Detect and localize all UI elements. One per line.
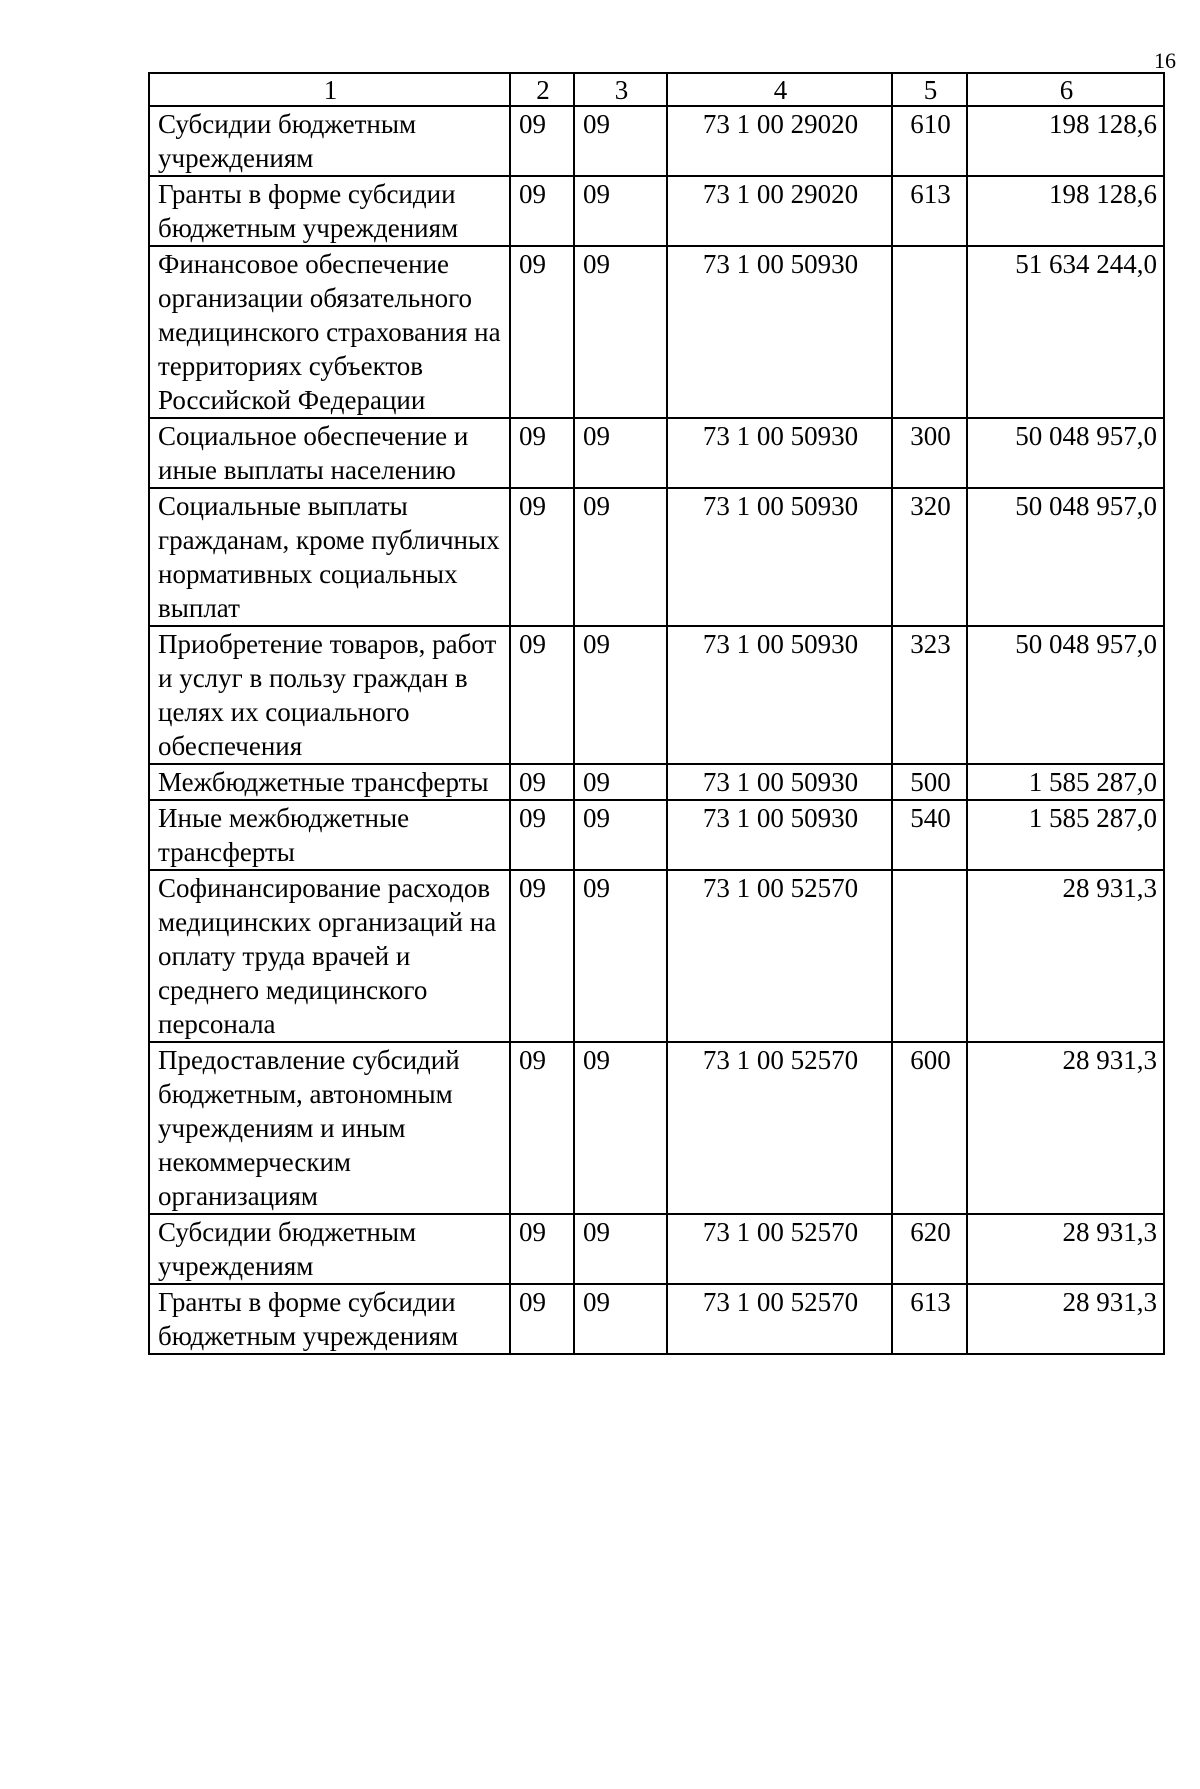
amount-cell: 51 634 244,0	[967, 246, 1164, 418]
row-name-cell: Софинансирование расходов медицинских организаций на оплату труда врачей и среднего медицинского персонала	[149, 870, 510, 1042]
table-row	[149, 626, 1164, 764]
section-code-cell: 09	[510, 1214, 574, 1284]
amount-cell: 28 931,3	[967, 870, 1164, 1042]
section-code-cell: 09	[510, 176, 574, 246]
target-article-cell: 73 1 00 50930	[667, 246, 892, 418]
target-article-cell: 73 1 00 52570	[667, 1042, 892, 1214]
table-row	[149, 1284, 1164, 1354]
target-article-cell: 73 1 00 52570	[667, 1214, 892, 1284]
section-code-cell: 09	[510, 106, 574, 176]
target-article-cell: 73 1 00 50930	[667, 418, 892, 488]
section-code-cell: 09	[510, 1042, 574, 1214]
column-header: 2	[510, 73, 574, 106]
expense-type-cell: 500	[892, 764, 967, 800]
expense-type-cell: 600	[892, 1042, 967, 1214]
amount-cell: 50 048 957,0	[967, 418, 1164, 488]
table-row	[149, 176, 1164, 246]
section-code-cell: 09	[510, 418, 574, 488]
budget-table	[148, 72, 1165, 1355]
amount-cell: 28 931,3	[967, 1042, 1164, 1214]
row-name-cell: Иные межбюджетные трансферты	[149, 800, 510, 870]
expense-type-cell: 620	[892, 1214, 967, 1284]
table-row	[149, 246, 1164, 418]
table-row	[149, 870, 1164, 1042]
subsection-code-cell: 09	[574, 1214, 667, 1284]
column-header: 4	[667, 73, 892, 106]
table-row	[149, 418, 1164, 488]
column-header: 5	[892, 73, 967, 106]
target-article-cell: 73 1 00 50930	[667, 800, 892, 870]
subsection-code-cell: 09	[574, 764, 667, 800]
column-header: 3	[574, 73, 667, 106]
expense-type-cell: 610	[892, 106, 967, 176]
subsection-code-cell: 09	[574, 418, 667, 488]
row-name-cell: Социальное обеспечение и иные выплаты населению	[149, 418, 510, 488]
amount-cell: 28 931,3	[967, 1214, 1164, 1284]
row-name-cell: Межбюджетные трансферты	[149, 764, 510, 800]
expense-type-cell: 613	[892, 1284, 967, 1354]
expense-type-cell: 613	[892, 176, 967, 246]
target-article-cell: 73 1 00 50930	[667, 488, 892, 626]
section-code-cell: 09	[510, 246, 574, 418]
amount-cell: 50 048 957,0	[967, 488, 1164, 626]
amount-cell: 1 585 287,0	[967, 800, 1164, 870]
amount-cell: 28 931,3	[967, 1284, 1164, 1354]
section-code-cell: 09	[510, 800, 574, 870]
table-row	[149, 764, 1164, 800]
table-header-row	[149, 73, 1164, 106]
target-article-cell: 73 1 00 29020	[667, 106, 892, 176]
column-header: 6	[967, 73, 1164, 106]
row-name-cell: Субсидии бюджетным учреждениям	[149, 106, 510, 176]
row-name-cell: Социальные выплаты гражданам, кроме публичных нормативных социальных выплат	[149, 488, 510, 626]
page-number: 16	[1154, 48, 1176, 73]
table-row	[149, 800, 1164, 870]
subsection-code-cell: 09	[574, 870, 667, 1042]
row-name-cell: Гранты в форме субсидии бюджетным учреждениям	[149, 176, 510, 246]
expense-type-cell: 320	[892, 488, 967, 626]
expense-type-cell	[892, 246, 967, 418]
subsection-code-cell: 09	[574, 176, 667, 246]
section-code-cell: 09	[510, 626, 574, 764]
target-article-cell: 73 1 00 29020	[667, 176, 892, 246]
section-code-cell: 09	[510, 488, 574, 626]
target-article-cell: 73 1 00 50930	[667, 626, 892, 764]
amount-cell: 1 585 287,0	[967, 764, 1164, 800]
amount-cell: 198 128,6	[967, 176, 1164, 246]
subsection-code-cell: 09	[574, 800, 667, 870]
target-article-cell: 73 1 00 50930	[667, 764, 892, 800]
subsection-code-cell: 09	[574, 626, 667, 764]
subsection-code-cell: 09	[574, 246, 667, 418]
expense-type-cell: 540	[892, 800, 967, 870]
row-name-cell: Приобретение товаров, работ и услуг в пользу граждан в целях их социального обеспечения	[149, 626, 510, 764]
expense-type-cell	[892, 870, 967, 1042]
expense-type-cell: 300	[892, 418, 967, 488]
amount-cell: 50 048 957,0	[967, 626, 1164, 764]
table-row	[149, 488, 1164, 626]
table-row	[149, 1214, 1164, 1284]
target-article-cell: 73 1 00 52570	[667, 870, 892, 1042]
column-header: 1	[149, 73, 510, 106]
row-name-cell: Финансовое обеспечение организации обязательного медицинского страхования на территориях субъектов Российской Федерации	[149, 246, 510, 418]
subsection-code-cell: 09	[574, 488, 667, 626]
amount-cell: 198 128,6	[967, 106, 1164, 176]
section-code-cell: 09	[510, 764, 574, 800]
row-name-cell: Субсидии бюджетным учреждениям	[149, 1214, 510, 1284]
table-row	[149, 1042, 1164, 1214]
subsection-code-cell: 09	[574, 106, 667, 176]
expense-type-cell: 323	[892, 626, 967, 764]
table-row	[149, 106, 1164, 176]
target-article-cell: 73 1 00 52570	[667, 1284, 892, 1354]
section-code-cell: 09	[510, 870, 574, 1042]
row-name-cell: Гранты в форме субсидии бюджетным учреждениям	[149, 1284, 510, 1354]
subsection-code-cell: 09	[574, 1284, 667, 1354]
section-code-cell: 09	[510, 1284, 574, 1354]
subsection-code-cell: 09	[574, 1042, 667, 1214]
row-name-cell: Предоставление субсидий бюджетным, автономным учреждениям и иным некоммерческим организациям	[149, 1042, 510, 1214]
